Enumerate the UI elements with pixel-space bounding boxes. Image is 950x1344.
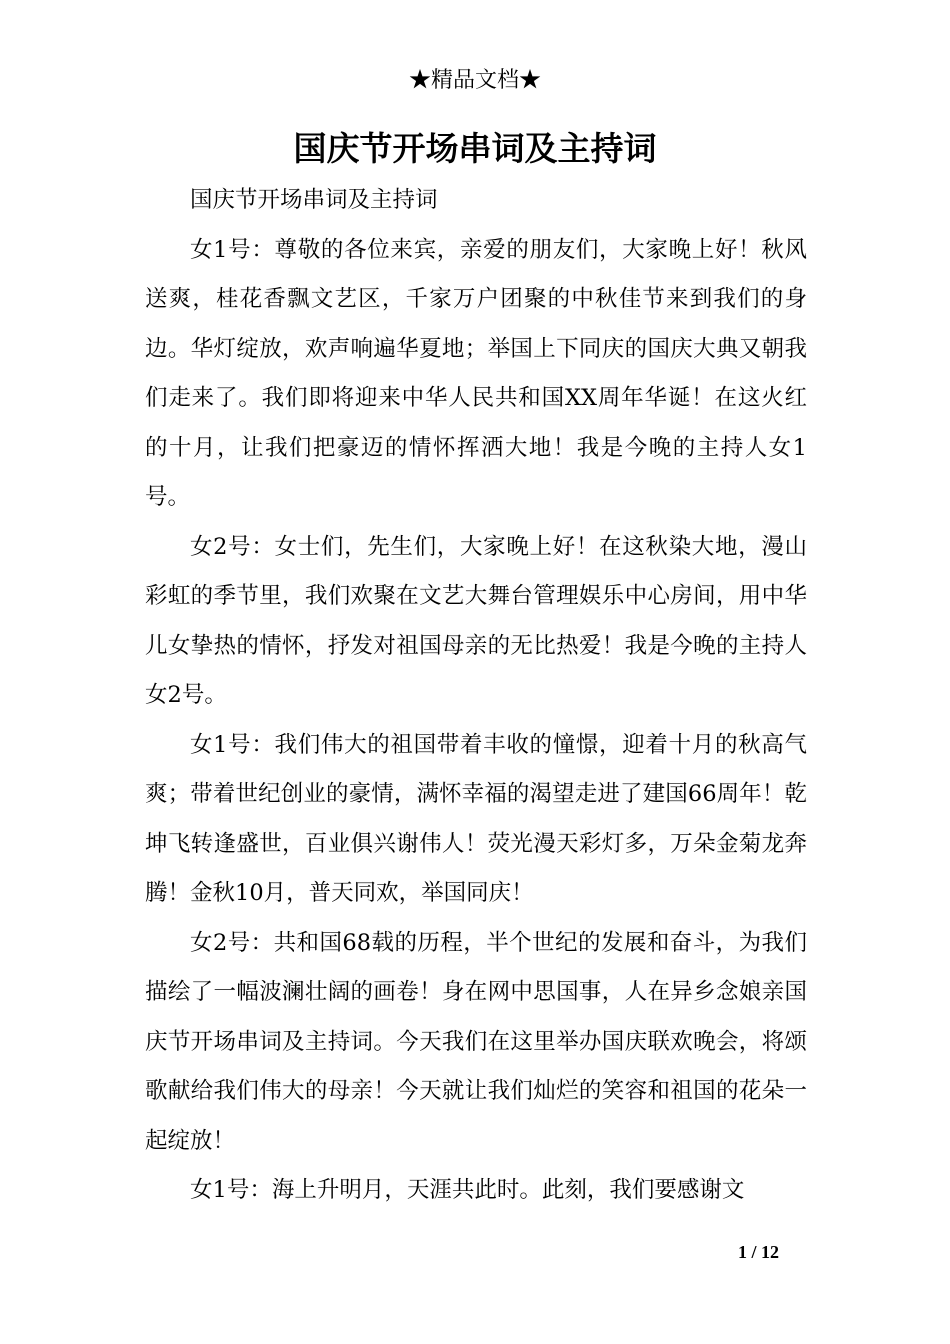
paragraph: 女2号：共和国68载的历程，半个世纪的发展和奋斗，为我们描绘了一幅波澜壮阔的画卷！身在网中思国事，人在异乡念娘亲国庆节开场串词及主持词。今天我们在这里举办国庆联欢晚会，将颂歌献给我们伟大的母亲！今天就让我们灿烂的笑容和祖国的花朵一起绽放！	[145, 929, 807, 1154]
paragraph-subtitle: 国庆节开场串词及主持词	[190, 187, 438, 213]
paragraph: 女1号：海上升明月，天涯共此时。此刻，我们要感谢文	[190, 1177, 745, 1203]
document-title: 国庆节开场串词及主持词	[293, 129, 657, 168]
paragraph: 女2号：女士们，先生们，大家晚上好！在这秋染大地，漫山彩虹的季节里，我们欢聚在文艺大舞台管理娱乐中心房间，用中华儿女挚热的情怀，抒发对祖国母亲的无比热爱！我是今晚的主持人女2号。	[145, 533, 807, 708]
page-header: ★精品文档★	[408, 68, 541, 93]
paragraph: 女1号：尊敬的各位来宾，亲爱的朋友们，大家晚上好！秋风送爽，桂花香飘文艺区，千家万户团聚的中秋佳节来到我们的身边。华灯绽放，欢声响遍华夏地；举国上下同庆的国庆大典又朝我们走来了。我们即将迎来中华人民共和国XX周年华诞！在这火红的十月，让我们把豪迈的情怀挥洒大地！我是今晚的主持人女1号。	[145, 236, 807, 510]
paragraph: 女1号：我们伟大的祖国带着丰收的憧憬，迎着十月的秋高气爽；带着世纪创业的豪情，满怀幸福的渴望走进了建国66周年！乾坤飞转逢盛世，百业俱兴谢伟人！荧光漫天彩灯多，万朵金菊龙奔腾！金秋10月，普天同欢，举国同庆！	[145, 731, 807, 906]
document-body	[145, 176, 807, 1216]
page-number: 1 / 12	[738, 1242, 780, 1262]
